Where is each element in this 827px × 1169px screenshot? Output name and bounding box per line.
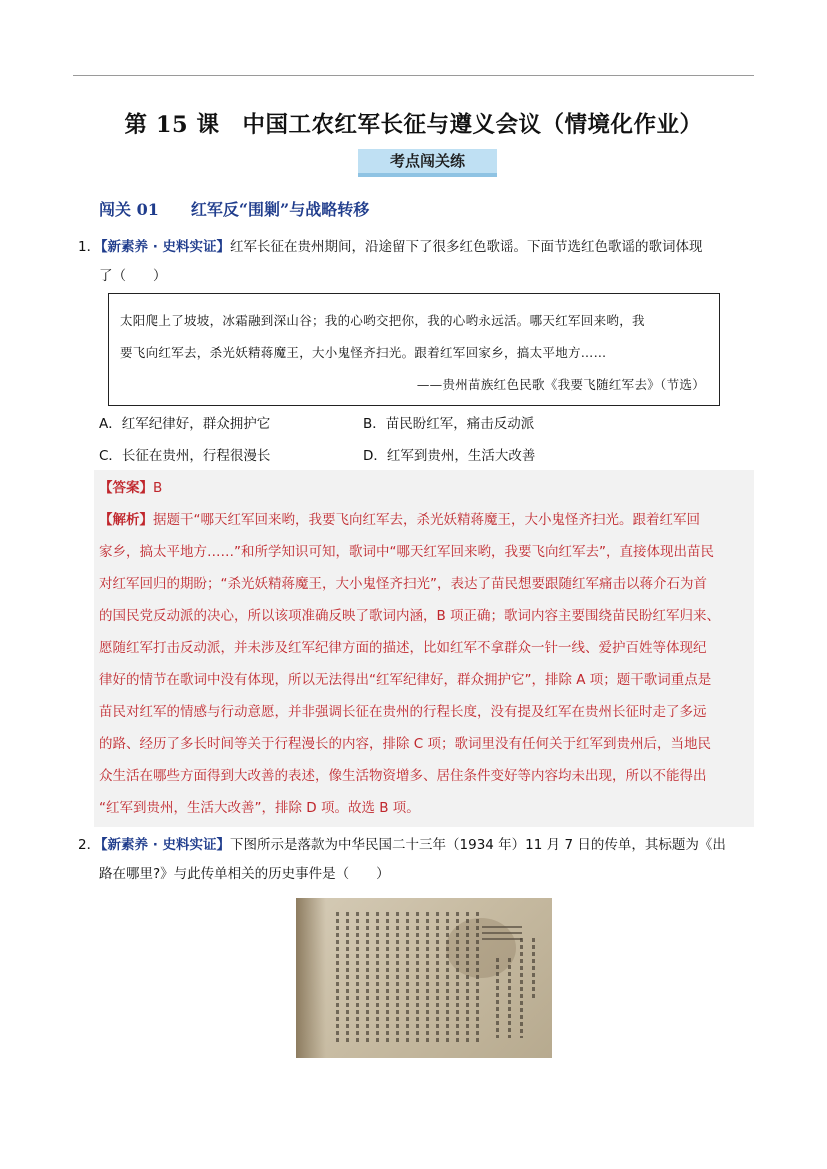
question-2-stem-line2: 路在哪里?》与此传单相关的历史事件是（ ）: [99, 866, 390, 882]
analysis-line-4: 的国民党反动派的决心，所以该项准确反映了歌词内涵，B 项正确；歌词内容主要围绕苗民盼红军归来、: [99, 608, 721, 624]
analysis-line-5: 愿随红军打击反动派，并未涉及红军纪律方面的描述，比如红军不拿群众一针一线、爱护百姓等体现纪: [99, 640, 707, 656]
analysis-line-10: “红军到贵州，生活大改善”，排除 D 项。故选 B 项。: [99, 800, 420, 816]
lyrics-quote-box: [108, 293, 720, 406]
header-rule: [73, 75, 754, 76]
question-1-stem-line1: [94, 231, 703, 263]
option-c: C．长征在贵州，行程很漫长: [99, 448, 271, 464]
analysis-line-2: 家乡，搞太平地方……”和所学知识可知，歌词中“哪天红军回来哟，我要飞向红军去”，直接体现出苗民: [99, 544, 714, 560]
question-1-number: 1．: [78, 239, 101, 255]
analysis-line-6: 律好的情节在歌词中没有体现，所以无法得出“红军纪律好，群众拥护它”，排除 A 项；题干歌词重点是: [99, 672, 712, 688]
answer-line: [99, 476, 162, 496]
analysis-line-7: 苗民对红军的情感与行动意愿，并非强调长征在贵州的行程长度，没有提及红军在贵州长征时走了多远: [99, 704, 707, 720]
section-heading: [99, 197, 369, 220]
quote-line-2: 要飞向红军去，杀光妖精蒋魔王，大小鬼怪齐扫光。跟着红军回家乡，搞太平地方……: [120, 345, 607, 360]
analysis-line-3: 对红军回归的期盼；“杀光妖精蒋魔王，大小鬼怪齐扫光”，表达了苗民想要跟随红军痛击以蒋介石为首: [99, 576, 707, 592]
quote-source: ——贵州苗族红色民歌《我要飞随红军去》（节选）: [416, 377, 705, 392]
section-name: 红军反“围剿”与战略转移: [190, 200, 370, 219]
answer-label: 【答案】: [99, 480, 153, 496]
answer-value: B: [153, 480, 163, 496]
option-b: B．苗民盼红军，痛击反动派: [363, 416, 535, 432]
analysis-line-9: 众生活在哪些方面得到大改善的表述，像生活物资增多、居住条件变好等内容均未出现，所以不能得出: [99, 768, 707, 784]
question-2-number: 2．: [78, 837, 101, 853]
question-2-stem-text: 下图所示是落款为中华民国二十三年（1934 年）11 月 7 日的传单，其标题为《出: [230, 837, 726, 853]
leaflet-photo: [296, 898, 552, 1058]
section-banner: 考点闯关练: [358, 149, 497, 177]
question-1-stem-line2: 了（ ）: [99, 268, 167, 284]
question-2-stem-line1: [94, 829, 726, 861]
quote-line-1: 太阳爬上了坡坡，冰霜融到深山谷；我的心哟交把你，我的心哟永远活。哪天红军回来哟，我: [120, 313, 645, 328]
analysis-label: 【解析】: [99, 512, 153, 528]
question-2-tag: 【新素养 · 史料实证】: [94, 837, 231, 853]
page-title: 第 15 课 中国工农红军长征与遵义会议（情境化作业）: [124, 112, 703, 138]
option-d: D．红军到贵州，生活大改善: [363, 448, 536, 464]
question-1-stem-text: 红军长征在贵州期间，沿途留下了很多红色歌谣。下面节选红色歌谣的歌词体现: [230, 239, 703, 255]
question-1-tag: 【新素养 · 史料实证】: [94, 239, 231, 255]
section-number: 闯关 01: [99, 200, 159, 219]
analysis-line-8: 的路、经历了多长时间等关于行程漫长的内容，排除 C 项；歌词里没有任何关于红军到贵州后，当地民: [99, 736, 712, 752]
option-a: A．红军纪律好，群众拥护它: [99, 416, 271, 432]
analysis-line-1: 【解析】据题干“哪天红军回来哟，我要飞向红军去，杀光妖精蒋魔王，大小鬼怪齐扫光。跟着红军回: [99, 512, 700, 528]
